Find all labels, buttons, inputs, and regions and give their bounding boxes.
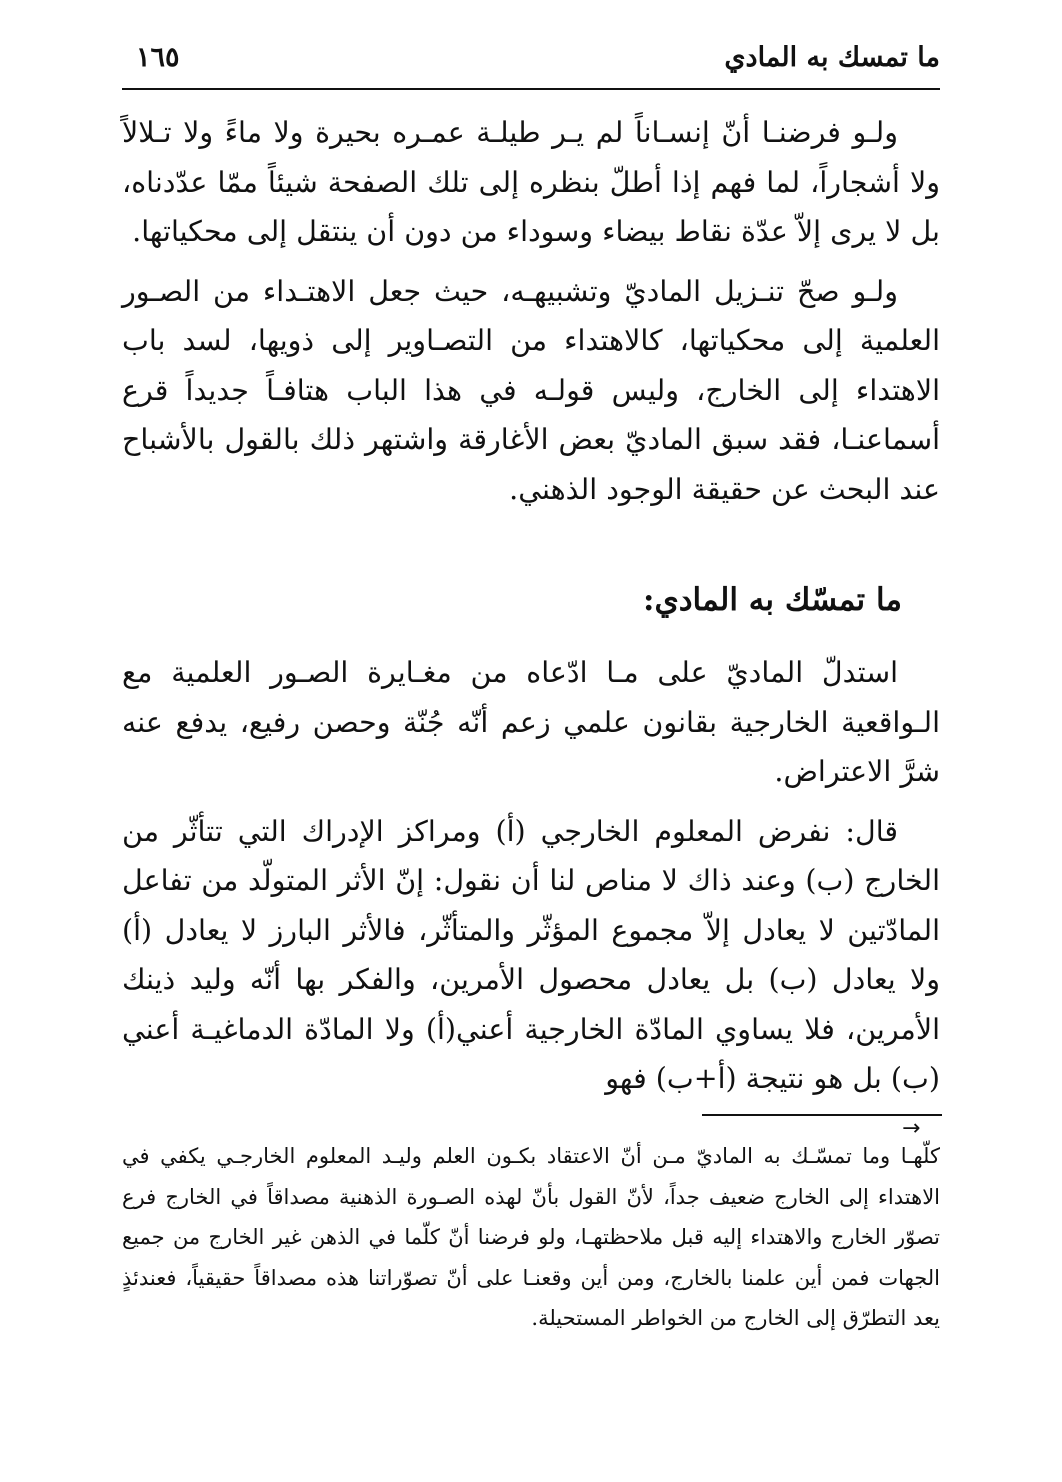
running-header bbox=[122, 40, 940, 90]
paragraph: ولـو صحّ تنـزيل الماديّ وتشبيهـه، حيث جعل الاهتـداء من الصـور العلمية إلى محكياتها، كالاهتداء من التصـاوير إلى ذويها، لسد باب الاهتداء إلى الخارج، وليس قولـه في هذا الباب هتافـاً جديداً قرع أسماعنـا، فقد سبق الماديّ بعض الأغارقة واشتهر ذلك بالقول بالأشباح عند البحث عن حقيقة الوجود الذهني. bbox=[122, 274, 940, 506]
page-number: ١٦٥ bbox=[136, 42, 180, 73]
continuation-arrow-icon: → bbox=[902, 1116, 921, 1141]
paragraph: قال: نفرض المعلوم الخارجي (أ) ومراكز الإدراك التي تتأثّر من الخارج (ب) وعند ذاك لا مناص لنا أن نقول: إنّ الأثر المتولّد من تفاعل المادّتين لا يعادل إلاّ مجموع المؤثّر والمتأثّر، فالأثر البارز لا يعادل (أ) ولا يعادل (ب) بل يعادل محصول الأمرين، والفكر بها أنّه وليد ذينك الأمرين، فلا يساوي المادّة الخارجية أعني(أ) ولا المادّة الدماغيـة أعني (ب) بل هو نتيجة (أ+ب) فهو bbox=[122, 814, 940, 1095]
paragraph: استدلّ الماديّ على مـا ادّعاه من مغـايرة الصـور العلمية مع الـواقعية الخارجية بقانون علمي زعم أنّه جُنّة وحصن رفيع، يدفع عنه شرَّ الاعتراض. bbox=[122, 656, 940, 788]
section-heading: ما تمسّك به المادي: bbox=[643, 582, 902, 618]
paragraph: ولـو فرضنـا أنّ إنسـاناً لم يـر طيلـة عمـره بحيرة ولا ماءً ولا تـلالاً ولا أشجاراً، لما فهم إذا أطلّ بنظره إلى تلك الصفحة شيئاً ممّا عدّدناه، بل لا يرى إلاّ عدّة نقاط بيضاء وسوداء من دون أن ينتقل إلى محكياتها. bbox=[122, 116, 940, 248]
main-text bbox=[122, 108, 940, 1114]
footnote-text: كلّهـا وما تمسّـك به الماديّ مـن أنّ الاعتقاد بكـون العلم وليـد المعلوم الخارجـي يكفي في الاهتداء إلى الخارج ضعيف جداً، لأنّ القول بأنّ لهذه الصـورة الذهنية مصداقاً في الخارج فرع تصوّر الخارج والاهتداء إليه قبل ملاحظتهـا، ولو فرضنا أنّ كلّما في الذهن غير الخارج من جميع الجهات فمن أين علمنا بالخارج، ومن أين وقعنـا على أنّ تصوّراتنا هذه مصداقاً حقيقياً، فعندئذٍ يعد التطرّق إلى الخارج من الخواطر المستحيلة. bbox=[122, 1144, 940, 1330]
running-title: ما تمسك به المادي bbox=[724, 42, 940, 73]
